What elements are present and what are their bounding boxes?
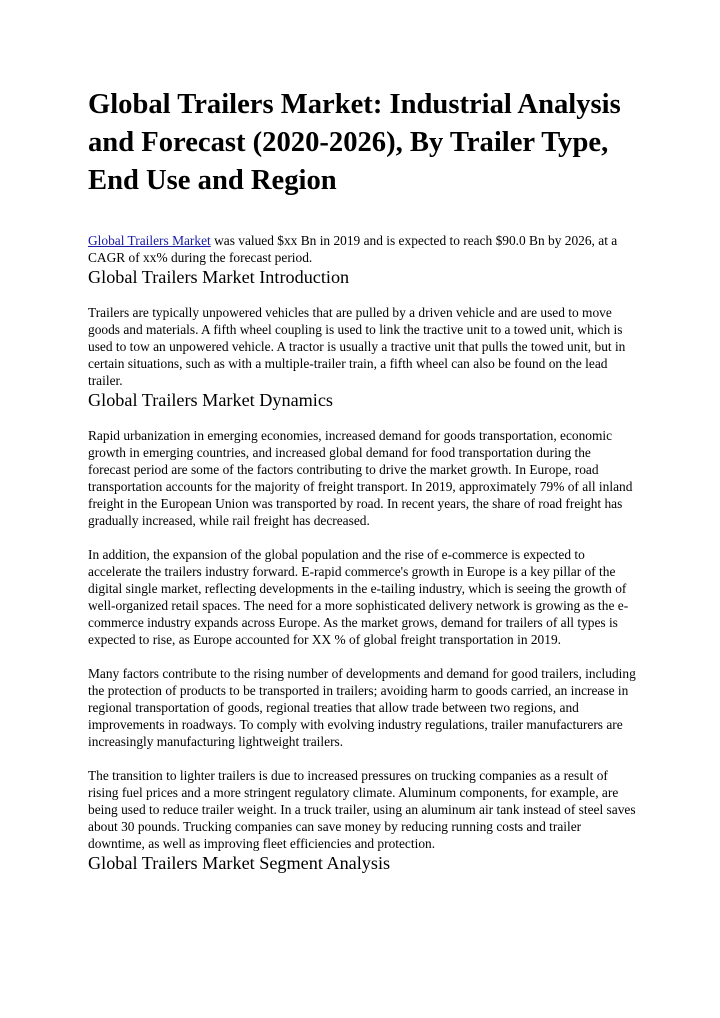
introduction-paragraph: Trailers are typically unpowered vehicles that are pulled by a driven vehicle and are used to move goods and materials. A fifth wheel coupling is used to link the tractive unit to a towed unit, which is used to tow an unpowered vehicle. A tractor is usually a tractive unit that pulls the towed unit, but in certain situations, such as with a multiple-trailer train, a fifth wheel can also be found on the lead trailer. bbox=[88, 305, 626, 388]
section-heading-dynamics: Global Trailers Market Dynamics bbox=[88, 390, 333, 410]
document-title: Global Trailers Market: Industrial Analysis and Forecast (2020-2026), By Trailer Type, End Use and Region bbox=[88, 89, 621, 196]
dynamics-paragraph-1: Rapid urbanization in emerging economies, increased demand for goods transportation, economic growth in emerging countries, and increased global demand for food transportation during the forecast period are some of the factors contributing to drive the market growth. In Europe, road transportation accounts for the majority of freight transport. In 2019, approximately 79% of all inland freight in the European Union was transported by road. In recent years, the share of road freight has gradually increased, while rail freight has decreased. bbox=[88, 428, 633, 528]
section-heading-introduction: Global Trailers Market Introduction bbox=[88, 267, 350, 287]
intro-paragraph bbox=[88, 232, 636, 266]
global-trailers-market-link[interactable]: Global Trailers Market bbox=[88, 233, 211, 248]
dynamics-paragraph-2: In addition, the expansion of the global population and the rise of e-commerce is expected to accelerate the trailers industry forward. E-rapid commerce's growth in Europe is a key pillar of the digital single market, reflecting developments in the e-tailing industry, which is seeing the growth of well-organized retail spaces. The need for a more sophisticated delivery network is growing as the e-commerce industry expands across Europe. As the market grows, demand for trailers of all types is expected to rise, as Europe accounted for XX % of global freight transportation in 2019. bbox=[88, 547, 629, 647]
dynamics-paragraph-3: Many factors contribute to the rising number of developments and demand for good trailers, including the protection of products to be transported in trailers; avoiding harm to goods carried, an increase in regional transportation of goods, regional treaties that allow trade between two regions, and improvements in roadways. To comply with evolving industry regulations, trailer manufacturers are increasingly manufacturing lightweight trailers. bbox=[88, 666, 636, 749]
section-heading-segment-analysis: Global Trailers Market Segment Analysis bbox=[88, 853, 391, 873]
dynamics-paragraph-4: The transition to lighter trailers is due to increased pressures on trucking companies as a result of rising fuel prices and a more stringent regulatory climate. Aluminum components, for example, are being used to reduce trailer weight. In a truck trailer, using an aluminum air tank instead of steel saves about 30 pounds. Trucking companies can save money by reducing running costs and trailer downtime, as well as improving fleet efficiencies and protection. bbox=[88, 768, 636, 851]
intro-text: was valued $xx Bn in 2019 and is expected to reach $90.0 Bn by 2026, at a CAGR of xx% during the forecast period. bbox=[88, 233, 618, 265]
document-page bbox=[88, 86, 636, 890]
